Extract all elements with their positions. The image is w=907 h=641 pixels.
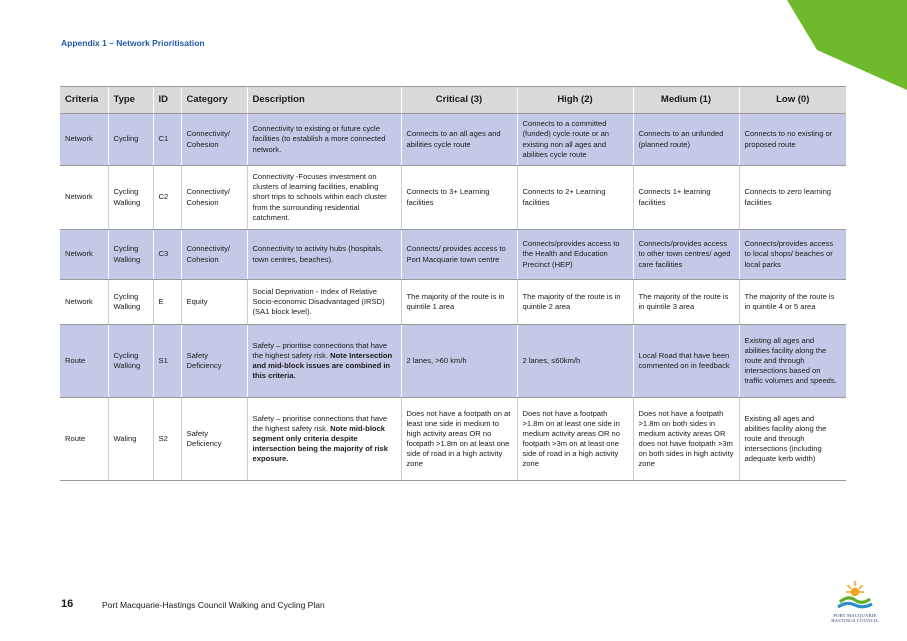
cell-description: Connectivity to existing or future cycle facilities (to establish a more connected network.: [247, 114, 401, 166]
page-number: 16: [61, 598, 74, 610]
cell-low: Existing all ages and abilities facility along the route and through intersections (including adequate kerb width): [739, 398, 846, 481]
cell-medium: Does not have a footpath >1.8m on both sides in medium activity areas OR does not have footpath >3m on both sides in high activity zone: [633, 398, 739, 481]
cell-low: The majority of the route is in quintile 4 or 5 area: [739, 280, 846, 325]
cell-category: Equity: [181, 280, 247, 325]
header-low: Low (0): [739, 87, 846, 114]
table-row: [60, 280, 846, 325]
network-prioritisation-table: [60, 86, 846, 481]
appendix-title: Appendix 1 – Network Prioritisation: [61, 38, 205, 48]
cell-medium: Connects 1+ learning facilities: [633, 166, 739, 230]
cell-low: Connects to zero learning facilities: [739, 166, 846, 230]
header-type: Type: [108, 87, 153, 114]
cell-type: Waling: [108, 398, 153, 481]
cell-id: C2: [153, 166, 181, 230]
table-row: [60, 398, 846, 481]
cell-low: Connects/provides access to local shops/ beaches or local parks: [739, 230, 846, 280]
description-text: Safety – prioritise connections that have the highest safety risk.: [252, 340, 388, 360]
cell-description: Connectivity to activity hubs (hospitals, town centres, beaches).: [247, 230, 401, 280]
header-category: Category: [181, 87, 247, 114]
cell-id: C3: [153, 230, 181, 280]
cell-type: Cycling Walking: [108, 325, 153, 398]
header-high: High (2): [517, 87, 633, 114]
cell-criteria: Network: [60, 280, 108, 325]
cell-type: Cycling: [108, 114, 153, 166]
cell-high: Does not have a footpath >1.8m on at least one side in medium activity areas OR no footpath >3m on at least one side of road in a high activity zone: [517, 398, 633, 481]
corner-green-shape: [787, 0, 907, 90]
cell-description: [247, 325, 401, 398]
cell-low: Connects to no existing or proposed route: [739, 114, 846, 166]
description-note: Note mid-block segment only criteria despite intersection being the majority of risk exposure.: [252, 423, 388, 464]
cell-critical: Does not have a footpath on at least one side in medium to high activity areas OR no footpath >1.8m on at least one side of road in a high activity zone: [401, 398, 517, 481]
description-text: Safety – prioritise connections that have the highest safety risk.: [252, 413, 388, 433]
cell-id: C1: [153, 114, 181, 166]
cell-type: Cycling Walking: [108, 230, 153, 280]
cell-description: Social Deprivation - Index of Relative Socio-economic Disadvantaged (IRSD) (SA1 block level).: [247, 280, 401, 325]
cell-category: Connectivity/ Cohesion: [181, 230, 247, 280]
cell-type: Cycling Walking: [108, 166, 153, 230]
cell-category: Safety Deficiency: [181, 325, 247, 398]
cell-high: Connects to a committed (funded) cycle route or an existing non all ages and abilities cycle route: [517, 114, 633, 166]
cell-id: S1: [153, 325, 181, 398]
header-id: ID: [153, 87, 181, 114]
document-title: Port Macquarie-Hastings Council Walking and Cycling Plan: [102, 600, 325, 610]
cell-critical: Connects to 3+ Learning facilities: [401, 166, 517, 230]
cell-category: Connectivity/ Cohesion: [181, 114, 247, 166]
cell-medium: Local Road that have been commented on in feedback: [633, 325, 739, 398]
cell-id: S2: [153, 398, 181, 481]
cell-high: Connects to 2+ Learning facilities: [517, 166, 633, 230]
logo-text: [826, 613, 884, 624]
cell-criteria: Route: [60, 398, 108, 481]
cell-low: Existing all ages and abilities facility along the route and through intersections based on traffic volumes and speeds.: [739, 325, 846, 398]
cell-critical: Connects/ provides access to Port Macquarie town centre: [401, 230, 517, 280]
logo-line-1: PORT MACQUARIE: [833, 613, 877, 618]
cell-critical: The majority of the route is in quintile 1 area: [401, 280, 517, 325]
cell-medium: Connects/provides access to other town centres/ aged care facilities: [633, 230, 739, 280]
header-medium: Medium (1): [633, 87, 739, 114]
cell-critical: Connects to an all ages and abilities cycle route: [401, 114, 517, 166]
header-critical: Critical (3): [401, 87, 517, 114]
table-row: [60, 114, 846, 166]
logo-line-2: HASTINGS COUNCIL: [831, 618, 879, 624]
cell-description: Connectivity -Focuses investment on clusters of learning facilities, enabling short trips to schools within each cluster from the surrounding residential catchment.: [247, 166, 401, 230]
council-logo: [826, 580, 884, 626]
cell-criteria: Network: [60, 114, 108, 166]
cell-medium: The majority of the route is in quintile 3 area: [633, 280, 739, 325]
table-row: [60, 166, 846, 230]
cell-critical: 2 lanes, >60 km/h: [401, 325, 517, 398]
cell-criteria: Route: [60, 325, 108, 398]
cell-description: [247, 398, 401, 481]
cell-category: Safety Deficiency: [181, 398, 247, 481]
header-criteria: Criteria: [60, 87, 108, 114]
cell-criteria: Network: [60, 230, 108, 280]
table-header-row: [60, 87, 846, 114]
cell-id: E: [153, 280, 181, 325]
cell-category: Connectivity/ Cohesion: [181, 166, 247, 230]
cell-high: The majority of the route is in quintile 2 area: [517, 280, 633, 325]
cell-medium: Connects to an unfunded (planned route): [633, 114, 739, 166]
table-row: [60, 230, 846, 280]
cell-criteria: Network: [60, 166, 108, 230]
cell-type: Cycling Walking: [108, 280, 153, 325]
cell-high: Connects/provides access to the Health and Education Precinct (HEP): [517, 230, 633, 280]
cell-high: 2 lanes, ≤60km/h: [517, 325, 633, 398]
description-note: Note Intersection and mid-block issues are combined in this criteria.: [252, 350, 393, 381]
table-row: [60, 325, 846, 398]
sun-waves-icon: [826, 580, 884, 613]
header-description: Description: [247, 87, 401, 114]
